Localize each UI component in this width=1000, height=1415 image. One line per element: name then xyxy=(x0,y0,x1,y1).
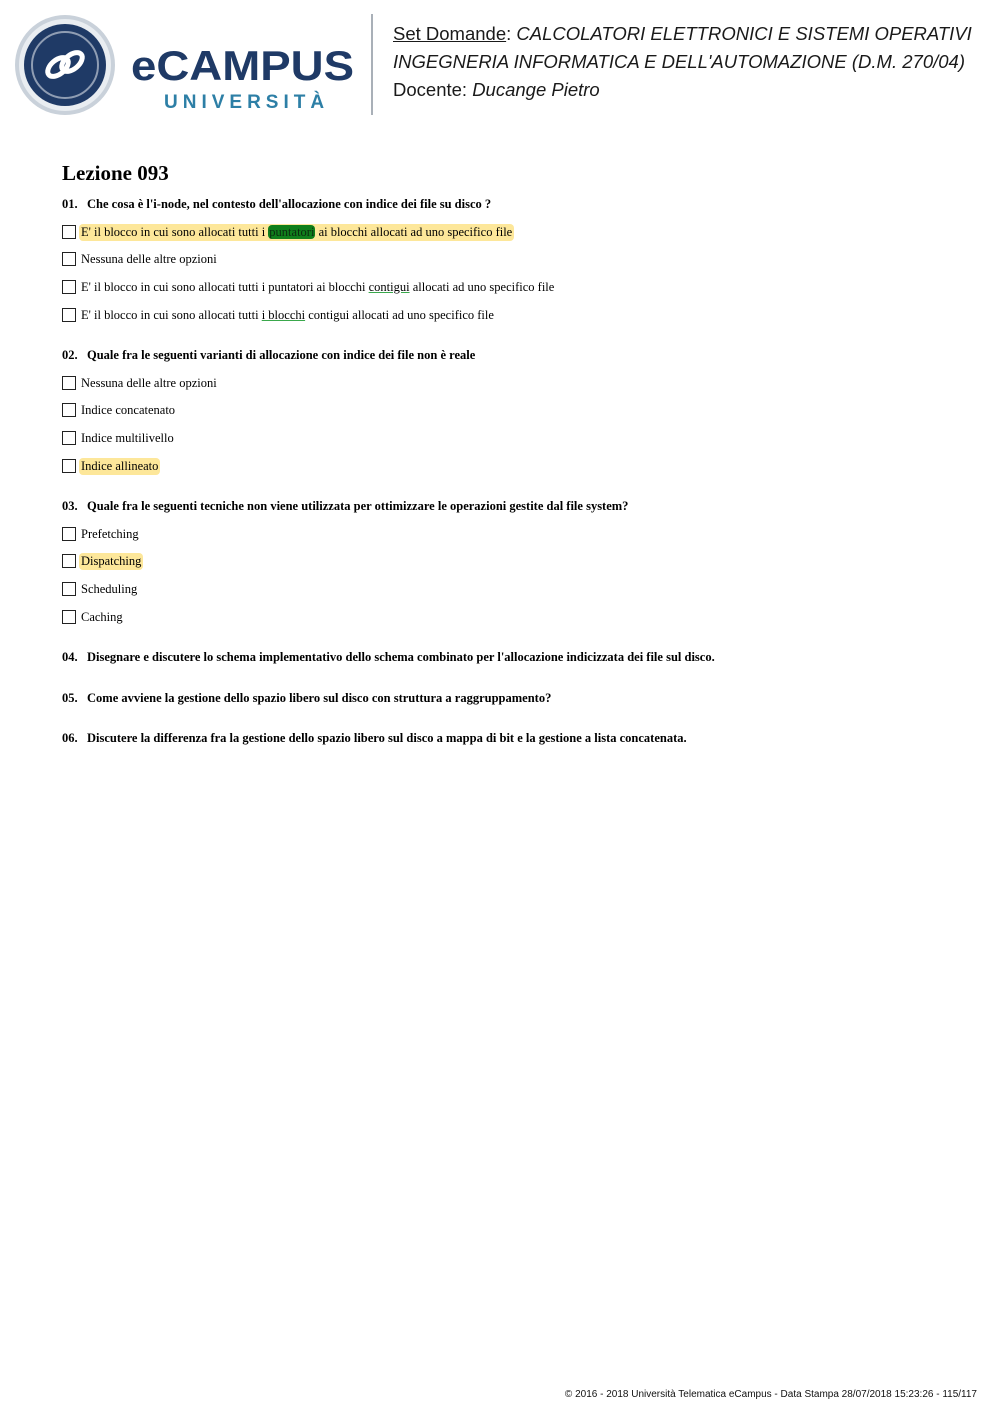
question-1 xyxy=(62,197,491,212)
question-5 xyxy=(62,691,551,706)
answer-option[interactable] xyxy=(62,525,141,543)
option-text: Scheduling xyxy=(81,581,138,596)
question-3 xyxy=(62,499,628,514)
question-text: Disegnare e discutere lo schema implementativo dello schema combinato per l'allocazione indicizzata dei file sul disco. xyxy=(87,650,715,664)
answer-option[interactable] xyxy=(62,401,177,419)
checkbox[interactable] xyxy=(62,403,76,417)
question-text: Quale fra le seguenti tecniche non viene utilizzata per ottimizzare le operazioni gestite dal file system? xyxy=(87,499,629,513)
question-text: Quale fra le seguenti varianti di allocazione con indice dei file non è reale xyxy=(87,348,476,362)
logo-subtitle: UNIVERSITÀ xyxy=(164,92,330,113)
option-text: Indice multilivello xyxy=(81,430,174,445)
checkbox[interactable] xyxy=(62,610,76,624)
answer-option[interactable] xyxy=(62,608,125,626)
option-text: E' il blocco in cui sono allocati tutti i blocchi contigui allocati ad uno specifico file xyxy=(81,307,494,322)
question-2 xyxy=(62,348,475,363)
course-name: CALCOLATORI ELETTRONICI E SISTEMI OPERATIVI xyxy=(516,23,972,44)
checkbox[interactable] xyxy=(62,308,76,322)
option-text: Dispatching xyxy=(81,553,142,568)
answer-option[interactable] xyxy=(62,278,556,296)
header-info xyxy=(393,20,998,104)
ecampus-logo xyxy=(14,14,359,116)
answer-option[interactable] xyxy=(62,580,139,598)
answer-option[interactable] xyxy=(62,223,514,241)
question-number: 03. xyxy=(62,499,78,513)
option-text: E' il blocco in cui sono allocati tutti i puntatori ai blocchi contigui allocati ad uno specifico file xyxy=(81,279,555,294)
question-text: Discutere la differenza fra la gestione dello spazio libero sul disco a mappa di bit e la gestione a lista concatenata. xyxy=(87,731,687,745)
header-line-teacher xyxy=(393,76,998,104)
checkbox[interactable] xyxy=(62,225,76,239)
checkbox[interactable] xyxy=(62,527,76,541)
question-number: 02. xyxy=(62,348,78,362)
underlined-word: contigui xyxy=(368,279,410,294)
checkbox[interactable] xyxy=(62,554,76,568)
question-4 xyxy=(62,650,715,665)
answer-option[interactable] xyxy=(62,306,496,324)
teacher-label: Docente: xyxy=(393,79,468,100)
question-text: Che cosa è l'i-node, nel contesto dell'allocazione con indice dei file su disco ? xyxy=(87,197,492,211)
question-number: 05. xyxy=(62,691,78,705)
question-6 xyxy=(62,731,687,746)
option-text: Nessuna delle altre opzioni xyxy=(81,375,217,390)
question-text: Come avviene la gestione dello spazio libero sul disco con struttura a raggruppamento? xyxy=(87,691,552,705)
checkbox[interactable] xyxy=(62,280,76,294)
answer-option[interactable] xyxy=(62,374,219,392)
header-divider xyxy=(371,14,373,115)
program-name: INGEGNERIA INFORMATICA E DELL'AUTOMAZIONE (D.M. 270/04) xyxy=(393,51,965,72)
logo-wordmark: eCAMPUS xyxy=(131,42,354,89)
header-line-course: Set Domande: CALCOLATORI ELETTRONICI E SISTEMI OPERATIVI xyxy=(393,23,972,44)
underlined-word: i blocchi xyxy=(261,307,306,322)
question-number: 04. xyxy=(62,650,78,664)
checkbox[interactable] xyxy=(62,252,76,266)
option-text: Indice allineato xyxy=(81,458,159,473)
page-footer: © 2016 - 2018 Università Telematica eCampus - Data Stampa 28/07/2018 15:23:26 - 115/117 xyxy=(564,1389,977,1400)
question-number: 06. xyxy=(62,731,78,745)
option-text: Prefetching xyxy=(81,526,139,541)
option-text: E' il blocco in cui sono allocati tutti i puntatori ai blocchi allocati ad uno specifico file xyxy=(81,224,513,239)
option-text: Caching xyxy=(81,609,123,624)
highlighted-word: puntatori xyxy=(269,224,315,239)
question-number: 01. xyxy=(62,197,78,211)
answer-option[interactable] xyxy=(62,250,219,268)
answer-option[interactable] xyxy=(62,552,143,570)
checkbox[interactable] xyxy=(62,431,76,445)
checkbox[interactable] xyxy=(62,582,76,596)
set-label: Set Domande xyxy=(393,23,507,44)
teacher-name: Ducange Pietro xyxy=(472,79,600,100)
answer-option[interactable] xyxy=(62,457,160,475)
option-text: Indice concatenato xyxy=(81,402,176,417)
answer-option[interactable] xyxy=(62,429,176,447)
checkbox[interactable] xyxy=(62,459,76,473)
lesson-title: Lezione 093 xyxy=(62,161,169,185)
option-text: Nessuna delle altre opzioni xyxy=(81,251,217,266)
checkbox[interactable] xyxy=(62,376,76,390)
